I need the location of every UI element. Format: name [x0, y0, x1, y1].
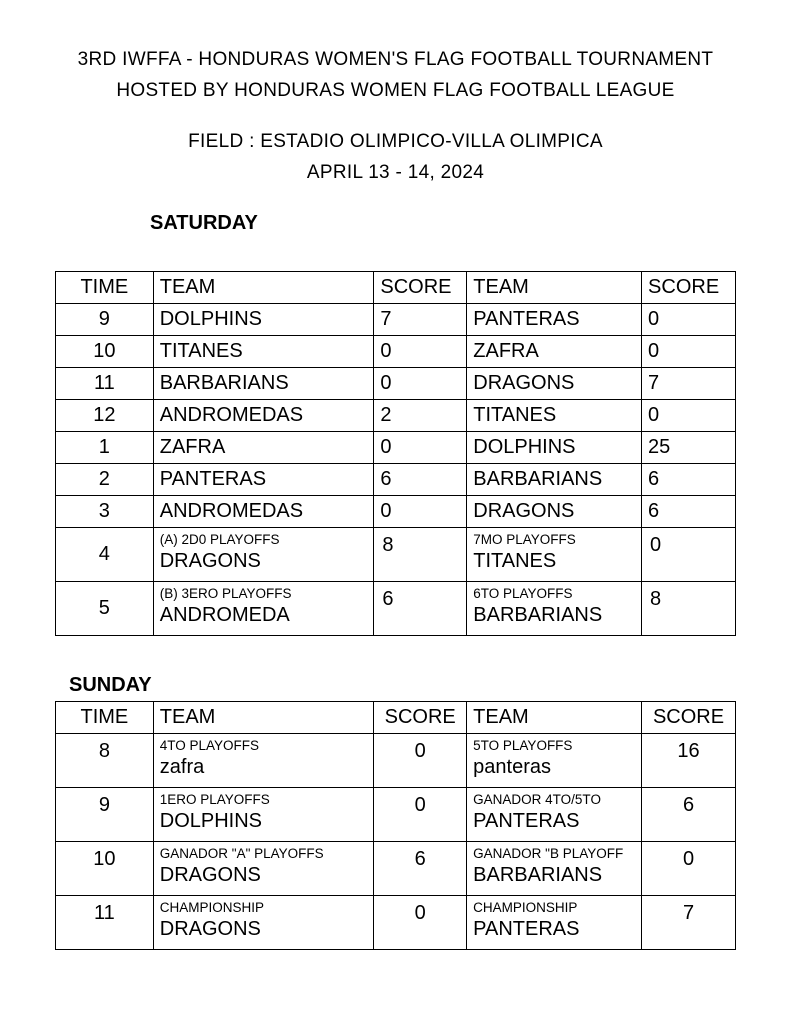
team1-score: 0	[374, 432, 467, 464]
table-row	[56, 788, 736, 842]
field-line: FIELD : ESTADIO OLIMPICO-VILLA OLIMPICA	[188, 131, 603, 152]
team2-score: 8	[642, 582, 736, 636]
team1-name: DRAGONS	[159, 864, 261, 886]
header-row	[56, 272, 736, 304]
team1-score: 2	[374, 400, 467, 432]
table-row	[56, 496, 736, 528]
table-row	[56, 400, 736, 432]
team1-note: (A) 2D0 PLAYOFFS	[159, 532, 280, 547]
team1-name: zafra	[159, 756, 205, 778]
team1-score: 6	[374, 842, 467, 896]
team1-cell	[153, 582, 374, 636]
team1-cell	[153, 734, 374, 788]
team1-score: 0	[374, 496, 467, 528]
team2-header: TEAM	[467, 702, 642, 734]
table-row	[56, 896, 736, 950]
team1-name: TITANES	[153, 336, 374, 368]
team2-score: 0	[642, 336, 736, 368]
game-time: 10	[56, 336, 154, 368]
team1-score: 8	[374, 528, 467, 582]
game-time: 4	[56, 528, 154, 582]
game-time: 3	[56, 496, 154, 528]
table-row	[56, 336, 736, 368]
team2-name: PANTERAS	[467, 304, 642, 336]
team1-score: 6	[374, 464, 467, 496]
playoff-row	[56, 528, 736, 582]
time-header: TIME	[56, 702, 154, 734]
team2-cell	[467, 842, 642, 896]
team2-score: 25	[642, 432, 736, 464]
team2-note: 7MO PLAYOFFS	[473, 532, 576, 547]
table-row	[56, 304, 736, 336]
team2-score: 6	[642, 496, 736, 528]
sunday-table	[55, 701, 736, 950]
team2-score: 6	[642, 788, 736, 842]
team1-cell	[153, 896, 374, 950]
game-time: 2	[56, 464, 154, 496]
score1-header: SCORE	[374, 702, 467, 734]
title-line-1: 3RD IWFFA - HONDURAS WOMEN'S FLAG FOOTBALL TOURNAMENT	[77, 49, 714, 70]
team2-cell	[467, 896, 642, 950]
sunday-label: SUNDAY	[69, 674, 152, 696]
team2-score: 6	[642, 464, 736, 496]
team2-note: 6TO PLAYOFFS	[473, 586, 573, 601]
team2-score: 0	[642, 400, 736, 432]
team1-cell	[153, 842, 374, 896]
team1-name: PANTERAS	[153, 464, 374, 496]
table-row	[56, 464, 736, 496]
team1-note: GANADOR "A" PLAYOFFS	[159, 846, 324, 861]
game-time: 10	[56, 842, 154, 896]
team1-note: (B) 3ERO PLAYOFFS	[159, 586, 292, 601]
team1-name: ANDROMEDA	[159, 604, 290, 626]
team2-name: DOLPHINS	[467, 432, 642, 464]
team1-score: 0	[374, 336, 467, 368]
score2-header: SCORE	[642, 272, 736, 304]
game-time: 1	[56, 432, 154, 464]
team2-name: DRAGONS	[467, 496, 642, 528]
team1-header: TEAM	[153, 702, 374, 734]
team1-name: DOLPHINS	[159, 810, 263, 832]
team2-name: TITANES	[467, 400, 642, 432]
team1-score: 0	[374, 734, 467, 788]
team2-name: TITANES	[473, 550, 557, 572]
team2-note: GANADOR 4TO/5TO	[473, 792, 601, 807]
team1-name: ANDROMEDAS	[153, 400, 374, 432]
team1-note: 1ERO PLAYOFFS	[159, 792, 270, 807]
team2-name: ZAFRA	[467, 336, 642, 368]
team1-header: TEAM	[153, 272, 374, 304]
date-line: APRIL 13 - 14, 2024	[306, 162, 485, 183]
team2-cell	[467, 734, 642, 788]
table-row	[56, 432, 736, 464]
game-time: 11	[56, 368, 154, 400]
team2-score: 7	[642, 368, 736, 400]
game-time: 9	[56, 304, 154, 336]
team2-score: 16	[642, 734, 736, 788]
team2-name: BARBARIANS	[467, 464, 642, 496]
team2-name: DRAGONS	[467, 368, 642, 400]
team2-name: BARBARIANS	[473, 864, 603, 886]
team2-note: CHAMPIONSHIP	[473, 900, 578, 915]
team2-note: GANADOR "B PLAYOFF	[473, 846, 624, 861]
table-row	[56, 368, 736, 400]
team2-name: PANTERAS	[473, 810, 580, 832]
score1-header: SCORE	[374, 272, 467, 304]
team2-header: TEAM	[467, 272, 642, 304]
team1-name: ZAFRA	[153, 432, 374, 464]
team1-name: ANDROMEDAS	[153, 496, 374, 528]
team2-name: BARBARIANS	[473, 604, 603, 626]
team2-cell	[467, 582, 642, 636]
team1-name: DRAGONS	[159, 918, 261, 940]
team1-name: BARBARIANS	[153, 368, 374, 400]
team1-score: 0	[374, 368, 467, 400]
team1-name: DRAGONS	[159, 550, 261, 572]
team2-score: 0	[642, 304, 736, 336]
team2-score: 0	[642, 528, 736, 582]
time-header: TIME	[56, 272, 154, 304]
team2-name: panteras	[473, 756, 551, 778]
team2-name: PANTERAS	[473, 918, 580, 940]
team1-name: DOLPHINS	[153, 304, 374, 336]
playoff-row	[56, 582, 736, 636]
game-time: 12	[56, 400, 154, 432]
team1-score: 0	[374, 788, 467, 842]
game-time: 9	[56, 788, 154, 842]
table-row	[56, 734, 736, 788]
table-row	[56, 842, 736, 896]
team1-note: 4TO PLAYOFFS	[159, 738, 260, 753]
team1-score: 7	[374, 304, 467, 336]
title-line-2: HOSTED BY HONDURAS WOMEN FLAG FOOTBALL LEAGUE	[116, 80, 675, 101]
team2-cell	[467, 788, 642, 842]
team2-score: 0	[642, 842, 736, 896]
saturday-label: SATURDAY	[150, 212, 258, 234]
team2-cell	[467, 528, 642, 582]
team1-note: CHAMPIONSHIP	[159, 900, 265, 915]
score2-header: SCORE	[642, 702, 736, 734]
team1-cell	[153, 528, 374, 582]
team2-note: 5TO PLAYOFFS	[473, 738, 573, 753]
team1-score: 6	[374, 582, 467, 636]
game-time: 8	[56, 734, 154, 788]
team1-score: 0	[374, 896, 467, 950]
saturday-table	[55, 271, 736, 636]
header-row	[56, 702, 736, 734]
team1-cell	[153, 788, 374, 842]
game-time: 11	[56, 896, 154, 950]
team2-score: 7	[642, 896, 736, 950]
game-time: 5	[56, 582, 154, 636]
